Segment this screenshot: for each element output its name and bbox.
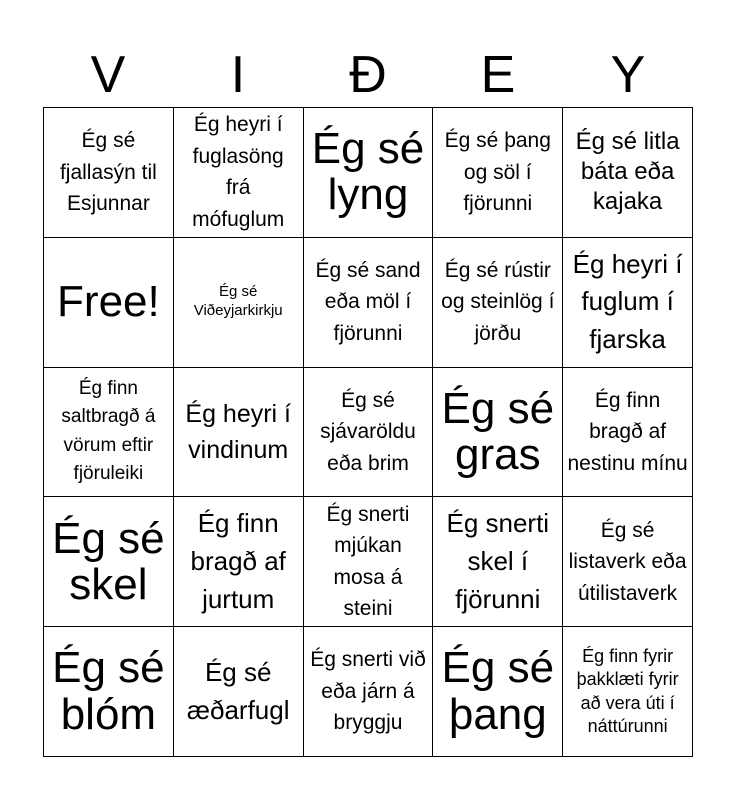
bingo-cell[interactable] — [563, 627, 693, 757]
header-letter-e: E — [480, 46, 516, 104]
bingo-header — [43, 44, 693, 106]
bingo-cell[interactable] — [563, 497, 693, 627]
bingo-cell[interactable] — [433, 238, 563, 368]
header-letter-y: Y — [610, 46, 646, 104]
bingo-cell[interactable] — [304, 627, 434, 757]
bingo-cell-text: Ég sé sjávaröldu eða brim — [320, 388, 416, 475]
bingo-cell[interactable] — [433, 497, 563, 627]
bingo-cell[interactable] — [563, 108, 693, 238]
bingo-cell-text: Ég sé Viðeyjarkirkju — [193, 283, 283, 320]
bingo-cell-text: Ég sé blóm — [52, 643, 165, 739]
bingo-cell[interactable] — [433, 108, 563, 238]
bingo-cell[interactable] — [304, 108, 434, 238]
header-letter-i: I — [230, 46, 246, 104]
bingo-cell-text: Ég sé litla báta eða kajaka — [575, 128, 680, 216]
bingo-cell-text: Ég heyri í fuglasöng frá mófuglum — [192, 113, 285, 231]
bingo-cell-text: Ég snerti mjúkan mosa á steini — [326, 502, 410, 621]
bingo-cell[interactable] — [563, 238, 693, 368]
bingo-cell-text: Ég finn fyrir þakklæti fyrir að vera úti í náttúrunni — [576, 645, 679, 736]
bingo-cell[interactable] — [304, 497, 434, 627]
bingo-cell[interactable] — [304, 238, 434, 368]
bingo-cell[interactable] — [44, 368, 174, 498]
bingo-cell-text: Ég sé rústir og steinlög í jörðu — [441, 258, 555, 345]
bingo-cell-text: Ég sé lyng — [311, 124, 425, 220]
bingo-cell-text: Ég heyri í vindinum — [185, 399, 291, 464]
bingo-cell-text: Ég finn bragð af nestinu mínu — [567, 388, 688, 475]
bingo-cell-text: Ég sé sand eða möl í fjörunni — [315, 258, 421, 345]
bingo-cell[interactable] — [174, 238, 304, 368]
header-letter-eth: Ð — [349, 46, 387, 104]
bingo-board — [43, 107, 693, 757]
bingo-cell[interactable] — [433, 627, 563, 757]
bingo-cell[interactable] — [174, 368, 304, 498]
bingo-cell-text: Ég heyri í fuglum í fjarska — [572, 248, 683, 355]
bingo-cell[interactable] — [44, 627, 174, 757]
bingo-cell-text: Ég finn saltbragð á vörum eftir fjöruleiki — [61, 377, 156, 485]
bingo-cell-text: Ég snerti skel í fjörunni — [446, 508, 550, 614]
bingo-cell-text: Ég sé æðarfugl — [186, 656, 290, 725]
bingo-cell-text: Ég sé gras — [441, 383, 555, 479]
bingo-cell-text: Ég sé þang — [441, 643, 555, 739]
bingo-cell[interactable] — [304, 368, 434, 498]
bingo-cell[interactable] — [174, 108, 304, 238]
bingo-cell-free[interactable] — [44, 238, 174, 368]
bingo-cell[interactable] — [44, 108, 174, 238]
bingo-cell-text: Ég finn bragð af jurtum — [190, 508, 286, 614]
bingo-cell[interactable] — [563, 368, 693, 498]
bingo-cell-text: Ég sé skel — [52, 513, 165, 609]
bingo-cell-text: Ég snerti við eða járn á bryggju — [310, 648, 426, 735]
bingo-cell[interactable] — [44, 497, 174, 627]
bingo-cell-text: Ég sé fjallasýn til Esjunnar — [59, 129, 157, 216]
bingo-cell[interactable] — [174, 497, 304, 627]
bingo-cell[interactable] — [174, 627, 304, 757]
bingo-cell[interactable] — [433, 368, 563, 498]
header-letter-v: V — [90, 46, 126, 104]
bingo-cell-text: Ég sé listaverk eða útilistaverk — [568, 518, 687, 605]
bingo-cell-text: Ég sé þang og söl í fjörunni — [444, 129, 551, 216]
bingo-cell-text: Free! — [57, 277, 160, 327]
